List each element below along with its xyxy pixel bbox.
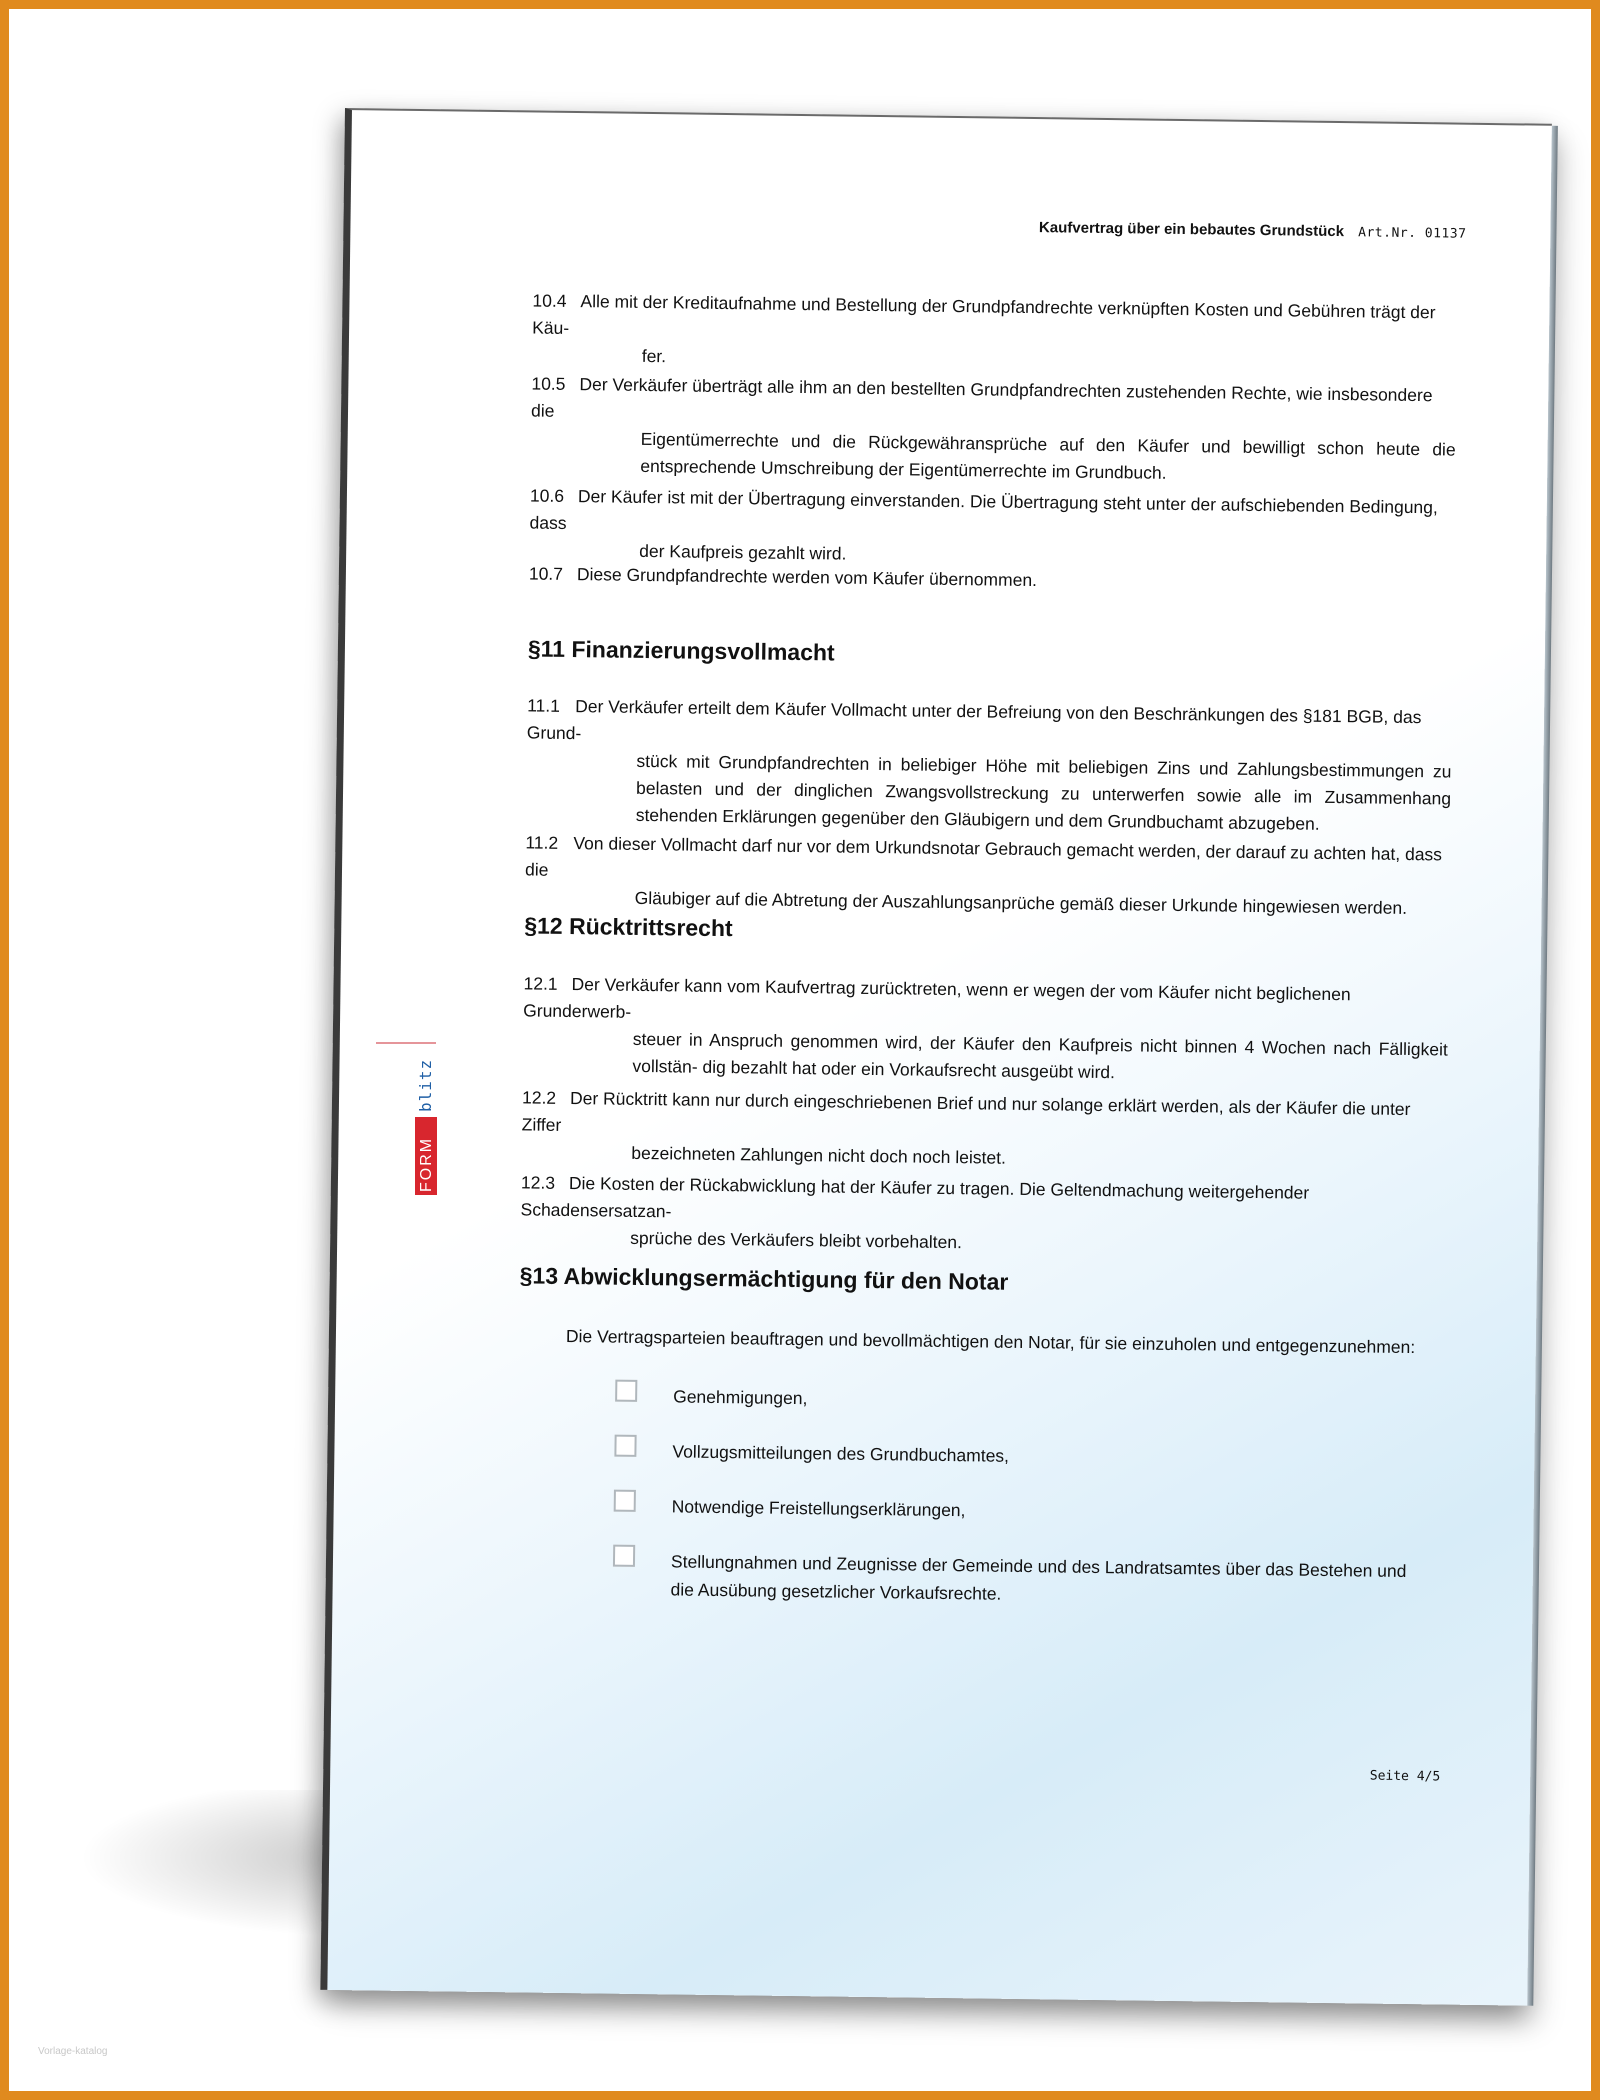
- checklist-item[interactable]: [615, 1382, 1435, 1421]
- page-header: [1039, 219, 1467, 242]
- clause-11-2: [525, 829, 1451, 922]
- clause-number: 10.5: [531, 373, 566, 394]
- clause-number: 12.2: [521, 1087, 557, 1108]
- clause-number: 11.1: [527, 695, 561, 716]
- checkbox[interactable]: [615, 1380, 637, 1402]
- logo-divider: [376, 1042, 436, 1044]
- checkbox[interactable]: [613, 1545, 635, 1567]
- checklist-label: Vollzugsmitteilungen des Grundbuchamtes,: [672, 1441, 1010, 1466]
- clause-number: 10.4: [532, 290, 567, 311]
- checkbox[interactable]: [614, 1435, 636, 1457]
- formblitz-logo: [415, 1045, 437, 1195]
- watermark: Vorlage-katalog: [38, 2046, 108, 2057]
- checklist-label: Stellungnahmen und Zeugnisse der Gemeinde und des Landratsamtes über das Bestehen und die Ausübung gesetzlicher Vorkaufsrechte.: [670, 1551, 1407, 1604]
- clause-text-first: Der Käufer ist mit der Übertragung einverstanden. Die Übertragung steht unter der aufschiebenden Bedingung, dass: [529, 486, 1438, 533]
- clause-number: 10.7: [528, 563, 564, 584]
- clause-text-first: Der Verkäufer überträgt alle ihm an den bestellten Grundpfandrechten zustehenden Rechte, wie insbesondere die: [530, 374, 1433, 421]
- clause-text-first: Der Verkäufer kann vom Kaufvertrag zurücktreten, wenn er wegen der vom Käufer nicht beglichenen Grunderwerb-: [523, 974, 1351, 1022]
- section-13-intro: Die Vertragsparteien beauftragen und bevollmächtigen den Notar, für sie einzuholen und entgegenzunehmen:: [565, 1325, 1416, 1358]
- clause-text-rest: Gläubiger auf die Abtretung der Auszahlungsanprüche gemäß dieser Urkunde hingewiesen werden.: [634, 887, 1408, 918]
- header-title: Kaufvertrag über ein bebautes Grundstück: [1038, 219, 1345, 241]
- checklist-label: Notwendige Freistellungserklärungen,: [671, 1496, 966, 1521]
- clause-11-1: [526, 692, 1453, 839]
- clause-12-1: [522, 970, 1448, 1090]
- clause-text-first: Der Verkäufer erteilt dem Käufer Vollmacht unter der Befreiung von den Beschränkungen des §181 BGB, das Grund-: [526, 696, 1422, 744]
- clause-text-rest: Eigentümerrechte und die Rückgewähransprüche auf den Käufer und bewilligt schon heute die entsprechende Umschreibung der Eigentümerrechte im Grundbuch.: [640, 428, 1456, 483]
- checklist-label: Genehmigungen,: [673, 1386, 808, 1409]
- section-11-heading: §11 Finanzierungsvollmacht: [527, 635, 835, 666]
- clause-10-4: [532, 287, 1458, 380]
- clause-number: 10.6: [529, 485, 565, 506]
- clause-number: 12.3: [520, 1172, 556, 1193]
- clause-text-first: Die Kosten der Rückabwicklung hat der Käufer zu tragen. Die Geltendmachung weitergehender Schadensersatzan-: [520, 1173, 1310, 1222]
- checklist-item[interactable]: [614, 1492, 1434, 1531]
- clause-12-3: [520, 1169, 1446, 1262]
- clause-number: 12.1: [523, 973, 558, 994]
- section-13-heading: §13 Abwicklungsermächtigung für den Notar: [519, 1262, 1009, 1295]
- clause-text-first: Alle mit der Kreditaufnahme und Bestellung der Grundpfandrechte verknüpften Kosten und Gebühren trägt der Käu-: [532, 291, 1436, 338]
- clause-number: 11.2: [525, 832, 559, 853]
- clause-text-rest: stück mit Grundpfandrechten in beliebiger Höhe mit beliebigen Zins und Zahlungsbestimmungen zu belasten und der dinglichen Zwangsvollstreckung zu unterwerfen sowie alle im Zusammenhang stehenden Erklärungen gegenüber den Gläubigern und dem Grundbuchamt abzugeben.: [635, 750, 1452, 834]
- document-page: [320, 108, 1552, 2006]
- checklist-item[interactable]: [614, 1437, 1434, 1476]
- section-12-heading: §12 Rücktrittsrecht: [524, 912, 733, 942]
- checklist-item[interactable]: [612, 1547, 1433, 1614]
- logo-word-form: FORM: [418, 1136, 435, 1192]
- clause-text-rest: fer.: [641, 345, 667, 367]
- clause-text-first: Der Rücktritt kann nur durch eingeschriebenen Brief und nur solange erklärt werden, als der Käufer die unter Ziffer: [521, 1088, 1411, 1135]
- logo-word-blitz: blitz: [416, 1058, 435, 1112]
- page-number: Seite 4/5: [1369, 1768, 1441, 1785]
- clause-text-rest: bezeichneten Zahlungen nicht doch noch leistet.: [631, 1142, 1007, 1168]
- checkbox[interactable]: [614, 1490, 636, 1512]
- clause-text-rest: der Kaufpreis gezahlt wird.: [639, 540, 847, 564]
- clause-text-first: Von dieser Vollmacht darf nur vor dem Urkundsnotar Gebrauch gemacht werden, der darauf zu achten hat, dass die: [524, 833, 1443, 880]
- header-article-number: Art.Nr. 01137: [1358, 225, 1467, 242]
- page-edge: [1527, 126, 1558, 2006]
- clause-text-rest: steuer in Anspruch genommen wird, der Käufer den Kaufpreis nicht binnen 4 Wochen nach Fälligkeit vollstän- dig bezahlt hat oder ein Vorkaufsrecht ausgeübt wird.: [632, 1028, 1448, 1083]
- clause-text-rest: sprüche des Verkäufers bleibt vorbehalten.: [630, 1227, 963, 1253]
- clause-text-first: Diese Grundpfandrechte werden vom Käufer übernommen.: [576, 564, 1038, 591]
- clause-10-5: [530, 370, 1456, 490]
- clause-12-2: [521, 1084, 1447, 1177]
